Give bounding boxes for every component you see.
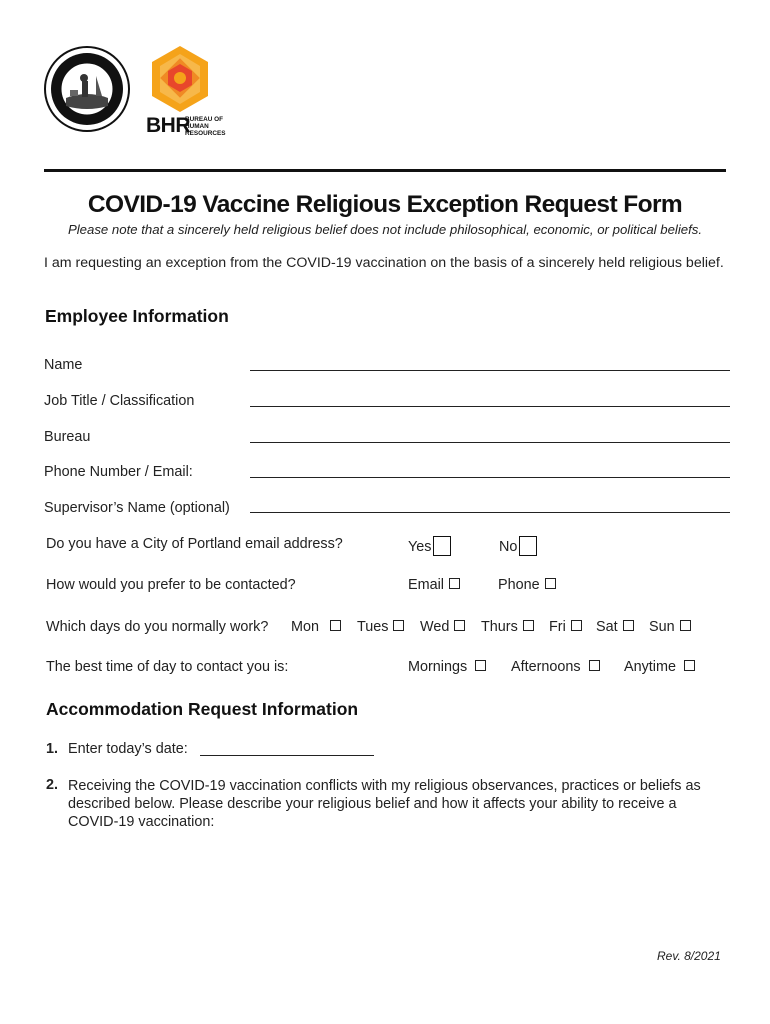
- city-seal-logo: [44, 46, 130, 132]
- email-yes-option[interactable]: Yes: [408, 536, 451, 556]
- bhr-logo-icon: [148, 44, 212, 114]
- revision-label: Rev. 8/2021: [657, 949, 721, 963]
- day-option-sun[interactable]: Sun: [649, 619, 691, 635]
- contact-option-email[interactable]: Email: [408, 577, 460, 593]
- day-option-fri[interactable]: Fri: [549, 619, 582, 635]
- job-title-input-line[interactable]: [250, 406, 730, 407]
- day-option-mon[interactable]: Mon: [291, 619, 341, 635]
- thurs-checkbox[interactable]: [523, 620, 534, 631]
- item1-number: 1.: [46, 741, 59, 757]
- bhr-subtitle: BUREAU OF HUMAN RESOURCES: [185, 116, 226, 137]
- email-no-option[interactable]: No: [499, 536, 537, 556]
- no-checkbox[interactable]: [519, 536, 537, 556]
- email-checkbox[interactable]: [449, 578, 460, 589]
- field-label-supervisor: Supervisor’s Name (optional): [44, 500, 230, 516]
- day-option-thurs[interactable]: Thurs: [481, 619, 534, 635]
- anytime-checkbox[interactable]: [684, 660, 695, 671]
- day-option-wed[interactable]: Wed: [420, 619, 465, 635]
- time-option-anytime[interactable]: Anytime: [624, 659, 695, 675]
- phone-email-input-line[interactable]: [250, 477, 730, 478]
- field-label-phone-email: Phone Number / Email:: [44, 464, 193, 480]
- afternoons-checkbox[interactable]: [589, 660, 600, 671]
- day-option-sat[interactable]: Sat: [596, 619, 634, 635]
- employee-heading: Employee Information: [45, 306, 229, 326]
- form-intro: I am requesting an exception from the COVID-19 vaccination on the basis of a sincerely held religious belief.: [44, 255, 724, 271]
- accommodation-heading: Accommodation Request Information: [46, 699, 359, 719]
- fri-checkbox[interactable]: [571, 620, 582, 631]
- phone-checkbox[interactable]: [545, 578, 556, 589]
- day-option-tues[interactable]: Tues: [357, 619, 404, 635]
- item2-text: Receiving the COVID-19 vaccination conflicts with my religious observances, practices or beliefs as described below. Please describe your religious belief and how it affects your ability to receive a COVID-19 vaccination:: [68, 778, 701, 830]
- field-label-bureau: Bureau: [44, 429, 91, 445]
- name-input-line[interactable]: [250, 370, 730, 371]
- date-input-line[interactable]: [200, 755, 374, 756]
- form-note: Please note that a sincerely held religious belief does not include philosophical, economic, or political beliefs.: [67, 222, 703, 237]
- yes-checkbox[interactable]: [433, 536, 451, 556]
- form-title: COVID-19 Vaccine Religious Exception Request Form: [87, 191, 683, 218]
- contact-question: How would you prefer to be contacted?: [46, 577, 296, 593]
- field-label-name: Name: [44, 357, 83, 373]
- religious-belief-response-area[interactable]: [68, 836, 728, 936]
- field-label-job-title: Job Title / Classification: [44, 393, 195, 409]
- bhr-abbrev: BHR: [146, 114, 190, 137]
- supervisor-input-line[interactable]: [250, 512, 730, 513]
- contact-option-phone[interactable]: Phone: [498, 577, 556, 593]
- time-option-mornings[interactable]: Mornings: [408, 659, 486, 675]
- sun-checkbox[interactable]: [680, 620, 691, 631]
- tues-checkbox[interactable]: [393, 620, 404, 631]
- item2-number: 2.: [46, 777, 59, 793]
- email-question: Do you have a City of Portland email address?: [46, 536, 343, 552]
- bureau-input-line[interactable]: [250, 442, 730, 443]
- header-divider: [44, 169, 726, 172]
- sat-checkbox[interactable]: [623, 620, 634, 631]
- days-question: Which days do you normally work?: [46, 619, 269, 635]
- time-question: The best time of day to contact you is:: [46, 659, 289, 675]
- wed-checkbox[interactable]: [454, 620, 465, 631]
- item1-text: Enter today’s date:: [68, 741, 188, 757]
- mon-checkbox[interactable]: [330, 620, 341, 631]
- time-option-afternoons[interactable]: Afternoons: [511, 659, 600, 675]
- mornings-checkbox[interactable]: [475, 660, 486, 671]
